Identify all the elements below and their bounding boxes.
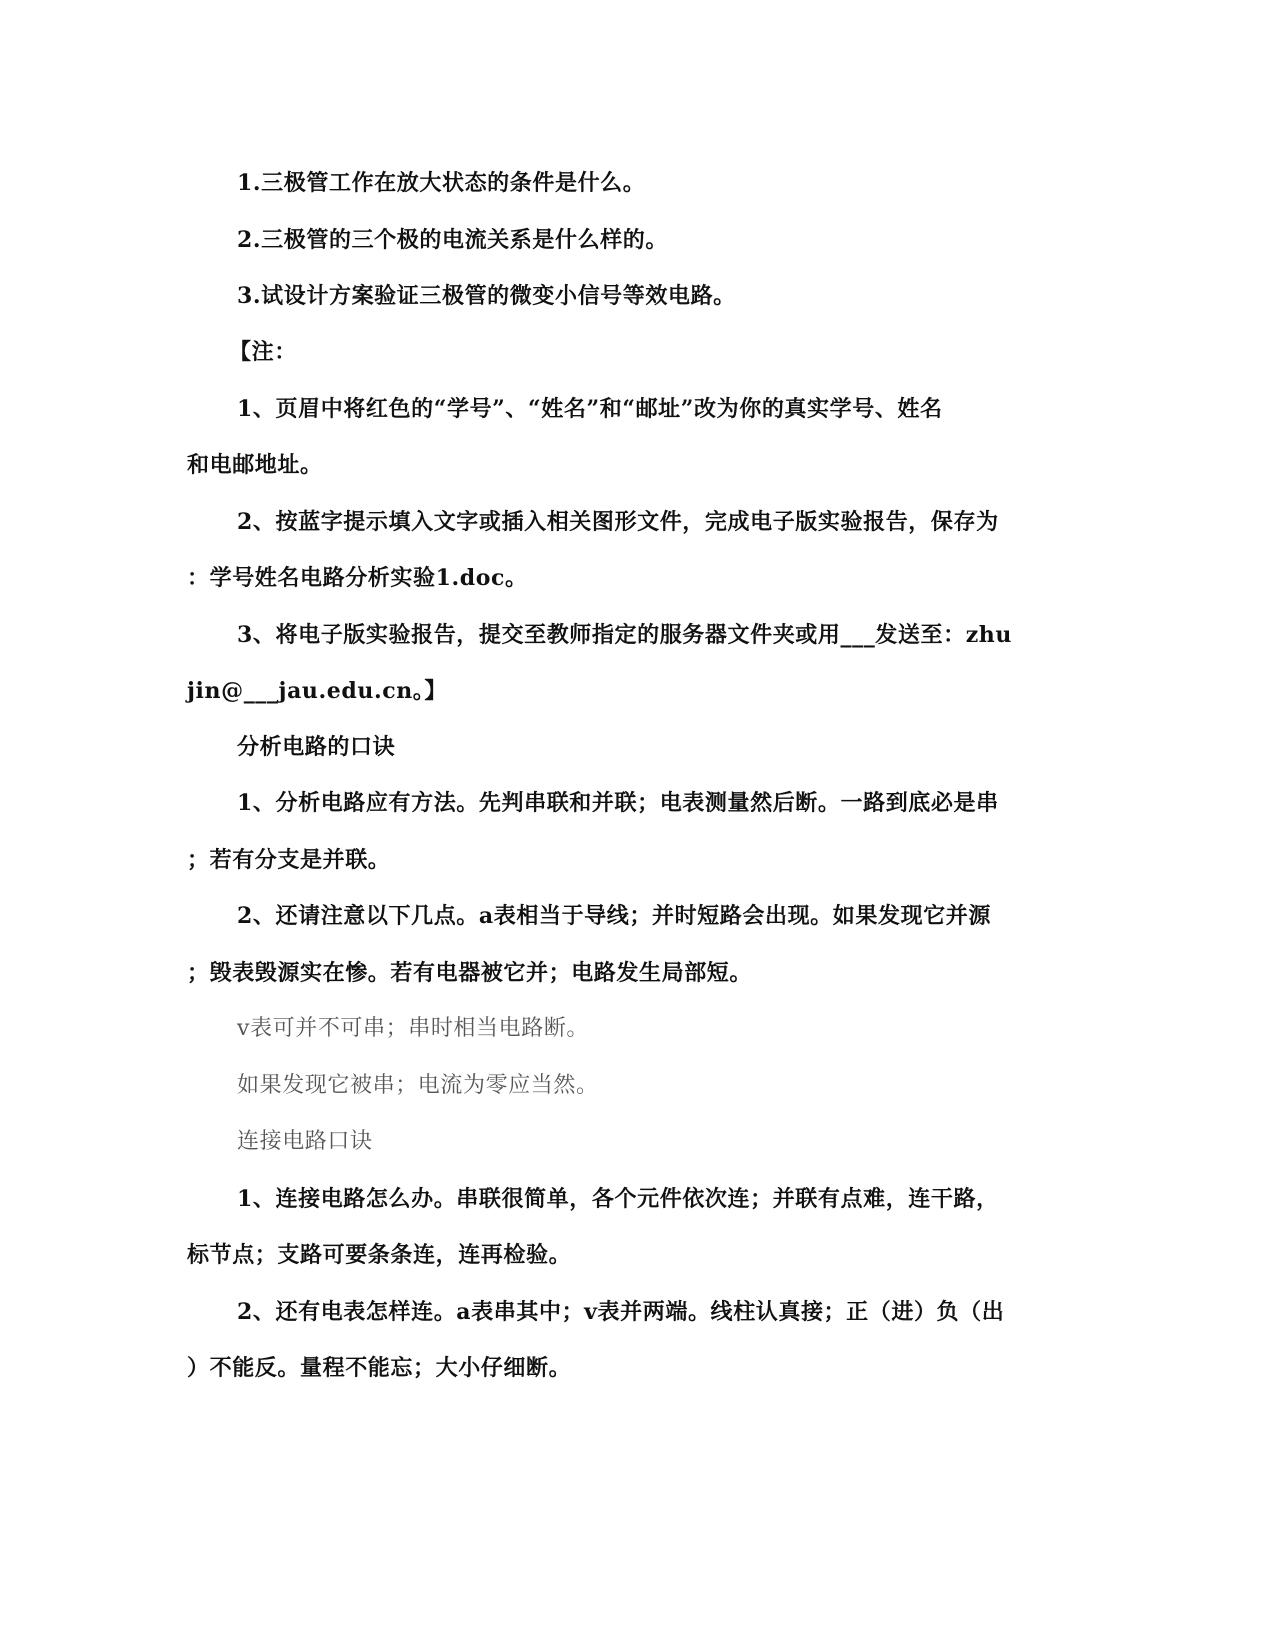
- analysis-heading: 分析电路的口诀: [237, 734, 396, 760]
- question-1: 1.三极管工作在放大状态的条件是什么。: [237, 170, 646, 196]
- question-2: 2.三极管的三个极的电流关系是什么样的。: [237, 227, 668, 253]
- connect-p2-line-1: 2、还有电表怎样连。a表串其中；v表并两端。线柱认真接；正（进）负（出: [237, 1299, 1005, 1325]
- analysis-p1-line-1: 1、分析电路应有方法。先判串联和并联；电表测量然后断。一路到底必是串: [237, 790, 999, 816]
- analysis-rule-1: v表可并不可串；串时相当电路断。: [237, 1016, 590, 1041]
- note-item-1-line-1: 1、页眉中将红色的“学号”、“姓名”和“邮址”改为你的真实学号、姓名: [237, 396, 943, 422]
- note-item-2-line-1: 2、按蓝字提示填入文字或插入相关图形文件，完成电子版实验报告，保存为: [237, 509, 999, 535]
- connect-p1-line-1: 1、连接电路怎么办。串联很简单，各个元件依次连；并联有点难，连干路，: [237, 1186, 999, 1212]
- analysis-rule-2: 如果发现它被串；电流为零应当然。: [237, 1073, 599, 1098]
- note-open: 【注：: [229, 339, 297, 365]
- note-item-3-line-2: jin@___jau.edu.cn。】: [187, 678, 448, 704]
- note-item-3-line-1: 3、将电子版实验报告，提交至教师指定的服务器文件夹或用___发送至：zhu: [237, 622, 1012, 648]
- note-item-1-line-2: 和电邮地址。: [187, 452, 323, 478]
- analysis-p1-line-2: ；若有分支是并联。: [187, 847, 391, 873]
- analysis-p2-line-2: ；毁表毁源实在惨。若有电器被它并；电路发生局部短。: [187, 960, 753, 986]
- question-3: 3.试设计方案验证三极管的微变小信号等效电路。: [237, 283, 736, 309]
- connect-p1-line-2: 标节点；支路可要条条连，连再检验。: [187, 1242, 572, 1268]
- note-item-2-line-2: ：学号姓名电路分析实验1.doc。: [187, 565, 528, 591]
- connect-heading: 连接电路口诀: [237, 1129, 373, 1154]
- connect-p2-line-2: ）不能反。量程不能忘；大小仔细断。: [187, 1355, 572, 1381]
- analysis-p2-line-1: 2、还请注意以下几点。a表相当于导线；并时短路会出现。如果发现它并源: [237, 903, 991, 929]
